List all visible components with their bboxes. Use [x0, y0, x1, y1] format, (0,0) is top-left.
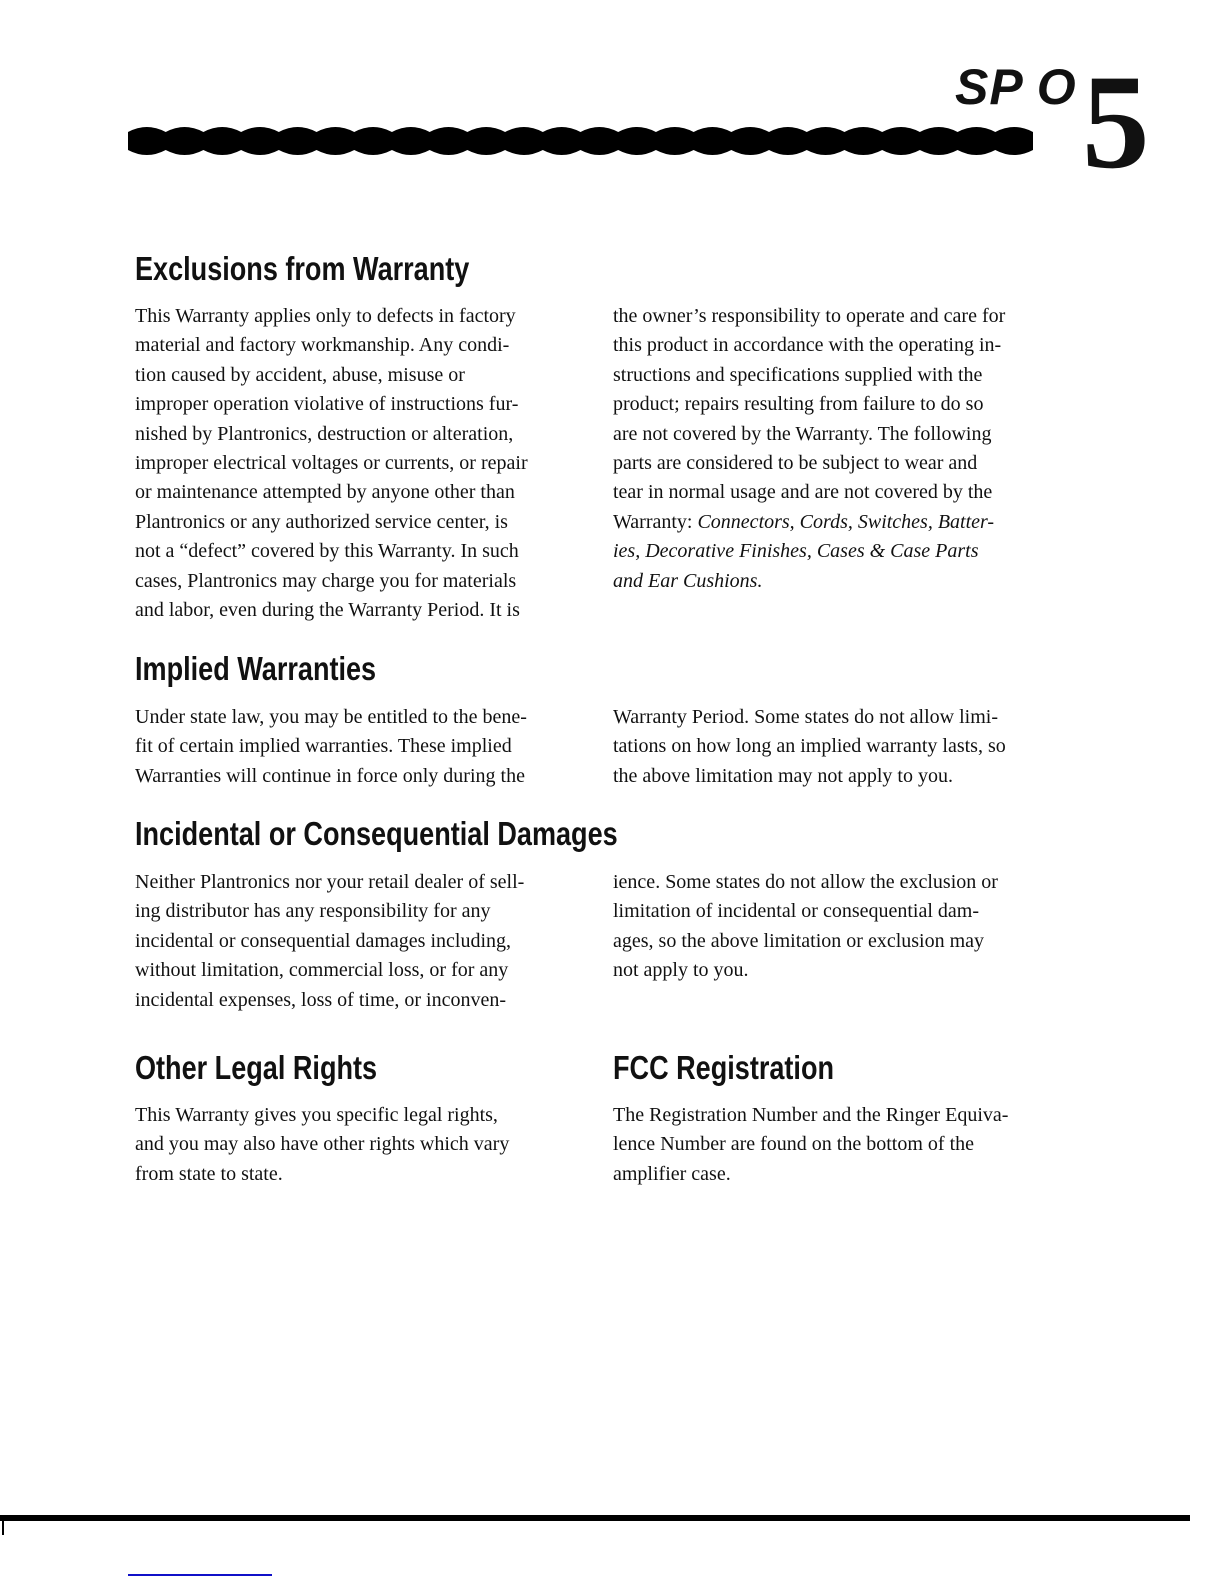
implied-right-text: [613, 703, 1073, 791]
other-rights-text: [135, 1101, 595, 1189]
text-line: [613, 302, 1073, 331]
text-line: [613, 331, 1073, 360]
text-line: lence Number are found on the bottom of the: [613, 1133, 974, 1156]
text-line: from state to state.: [135, 1162, 283, 1185]
text-line: or maintenance attempted by anyone other than: [135, 481, 515, 504]
text-line: The Registration Number and the Ringer Equiva-: [613, 1104, 1009, 1126]
text-line: nished by Plantronics, destruction or alteration,: [135, 422, 514, 445]
text-span: structions and specifications supplied with the: [613, 363, 983, 386]
text-line: [613, 420, 1073, 449]
text-span: this product in accordance with the operating in-: [613, 334, 1002, 357]
text-line: [613, 567, 1073, 596]
logo-sp: SP O: [955, 59, 1077, 115]
text-line: not a “defect” covered by this Warranty. In such: [135, 540, 519, 563]
text-span: the owner’s responsibility to operate and care for: [613, 305, 1006, 327]
implied-left-text: [135, 703, 595, 791]
heading-other-legal-rights: Other Legal Rights: [135, 1049, 378, 1086]
text-line: without limitation, commercial loss, or for any: [135, 959, 509, 982]
incidental-right-text: [613, 868, 1073, 986]
text-line: This Warranty gives you specific legal rights,: [135, 1104, 498, 1126]
text-line: ing distributor has any responsibility for any: [135, 900, 491, 923]
text-line: [613, 361, 1073, 390]
exclusions-left-text: [135, 302, 595, 625]
text-line: fit of certain implied warranties. These implied: [135, 735, 512, 758]
text-line: Neither Plantronics nor your retail dealer of sell-: [135, 871, 525, 893]
text-line: [613, 703, 1073, 732]
fcc-registration-text: [613, 1101, 1073, 1189]
text-line: [613, 897, 1073, 926]
text-line: tion caused by accident, abuse, misuse or: [135, 363, 465, 386]
text-span: parts are considered to be subject to wear and: [613, 452, 978, 475]
text-line: Plantronics or any authorized service center, is: [135, 510, 508, 533]
text-line: Under state law, you may be entitled to the bene-: [135, 706, 527, 728]
text-line: Warranties will continue in force only during the: [135, 764, 525, 787]
incidental-left-text: [135, 868, 595, 1015]
text-span: not apply to you.: [613, 959, 749, 982]
footer-rule: [0, 1515, 1190, 1521]
footer-rule-tick: [2, 1515, 4, 1535]
text-line: [613, 732, 1073, 761]
text-line: improper electrical voltages or currents, or repair: [135, 452, 528, 475]
blue-underline-mark: [128, 1574, 272, 1576]
text-span: limitation of incidental or consequential dam-: [613, 900, 980, 923]
italic-parts-list: and Ear Cushions.: [613, 569, 763, 592]
italic-parts-list: Connectors, Cords, Switches, Batter-: [697, 510, 995, 533]
text-line: and labor, even during the Warranty Period. It is: [135, 599, 520, 622]
text-span: are not covered by the Warranty. The following: [613, 422, 992, 445]
text-line: improper operation violative of instructions fur-: [135, 393, 519, 416]
text-span: ience. Some states do not allow the exclusion or: [613, 871, 998, 893]
text-line: incidental or consequential damages including,: [135, 929, 511, 952]
heading-implied-warranties: Implied Warranties: [135, 650, 377, 687]
text-line: amplifier case.: [613, 1162, 731, 1185]
text-line: incidental expenses, loss of time, or inconven-: [135, 988, 507, 1011]
text-span: Warranty:: [613, 510, 698, 533]
text-line: and you may also have other rights which vary: [135, 1133, 510, 1156]
text-line: [613, 449, 1073, 478]
text-line: [613, 762, 1073, 791]
text-line: [613, 390, 1073, 419]
exclusions-right-text: [613, 302, 1073, 596]
text-line: [613, 537, 1073, 566]
text-span: ages, so the above limitation or exclusion may: [613, 929, 985, 952]
text-line: material and factory workmanship. Any condi-: [135, 334, 510, 357]
text-line: [613, 956, 1073, 985]
text-span: the above limitation may not apply to you.: [613, 764, 953, 787]
heading-exclusions: Exclusions from Warranty: [135, 250, 470, 287]
text-span: product; repairs resulting from failure to do so: [613, 393, 984, 416]
heading-incidental-damages: Incidental or Consequential Damages: [135, 815, 618, 852]
text-line: [613, 927, 1073, 956]
text-span: tear in normal usage and are not covered by the: [613, 481, 993, 504]
heading-fcc-registration: FCC Registration: [613, 1049, 835, 1086]
logo-five: 5: [1082, 48, 1150, 197]
text-line: This Warranty applies only to defects in factory: [135, 305, 516, 327]
text-span: tations on how long an implied warranty lasts, so: [613, 735, 1006, 758]
italic-parts-list: ies, Decorative Finishes, Cases & Case Parts: [613, 540, 979, 563]
text-span: Warranty Period. Some states do not allow limi-: [613, 706, 998, 728]
text-line: [613, 478, 1073, 507]
text-line: [613, 508, 1073, 537]
text-line: [613, 868, 1073, 897]
text-line: cases, Plantronics may charge you for materials: [135, 569, 517, 592]
wavy-rule-decoration: [128, 122, 1033, 160]
